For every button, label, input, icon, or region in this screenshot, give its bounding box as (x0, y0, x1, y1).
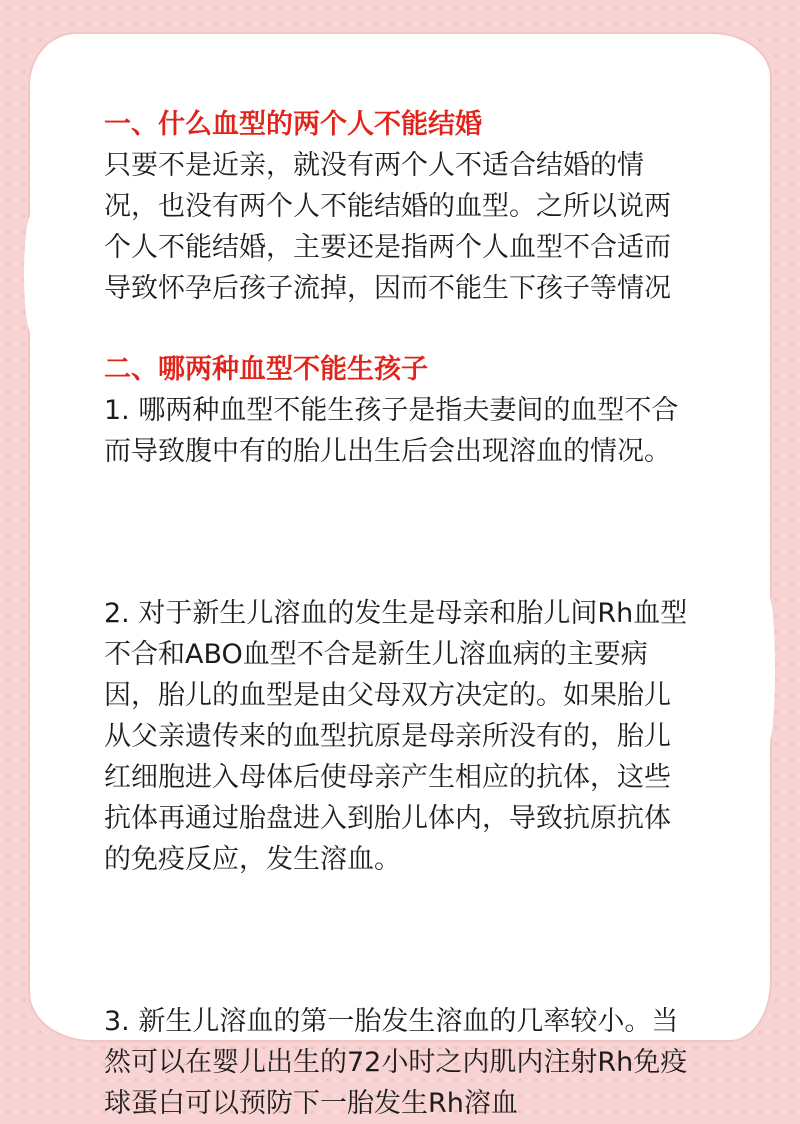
paragraph-line: 不合和ABO血型不合是新生儿溶血病的主要病 (104, 639, 648, 670)
section-1-paragraph (104, 145, 724, 309)
paragraph-line: 个人不能结婚，主要还是指两个人血型不合适而 (104, 232, 671, 263)
spacer (104, 880, 724, 961)
paragraph-line: 球蛋白可以预防下一胎发生Rh溶血 (104, 1088, 518, 1119)
point-2-paragraph (104, 593, 724, 880)
section-1-heading: 一、什么血型的两个人不能结婚 (104, 109, 482, 140)
paragraph-line: 只要不是近亲，就没有两个人不适合结婚的情 (104, 150, 644, 181)
paragraph-line: 况，也没有两个人不能结婚的血型。之所以说两 (104, 191, 671, 222)
paragraph-line: 而导致腹中有的胎儿出生后会出现溶血的情况。 (104, 436, 671, 467)
section-2-heading: 二、哪两种血型不能生孩子 (104, 354, 428, 385)
paragraph-line: 抗体再通过胎盘进入到胎儿体内，导致抗原抗体 (104, 803, 671, 834)
paragraph-line: 因，胎儿的血型是由父母双方决定的。如果胎儿 (104, 680, 671, 711)
point-1-paragraph (104, 390, 724, 472)
spacer (104, 553, 724, 593)
spacer (104, 309, 724, 349)
paragraph-line: 2. 对于新生儿溶血的发生是母亲和胎儿间Rh血型 (104, 598, 688, 629)
paragraph-line: 的免疫反应，发生溶血。 (104, 844, 401, 875)
paragraph-line: 导致怀孕后孩子流掉，因而不能生下孩子等情况 (104, 273, 671, 304)
paragraph-line: 从父亲遗传来的血型抗原是母亲所没有的，胎儿 (104, 721, 671, 752)
point-3-paragraph (104, 1001, 724, 1124)
paragraph-line: 红细胞进入母体后使母亲产生相应的抗体，这些 (104, 762, 671, 793)
spacer (104, 472, 724, 553)
paragraph-line: 3. 新生儿溶血的第一胎发生溶血的几率较小。当 (104, 1006, 679, 1037)
paragraph-line: 1. 哪两种血型不能生孩子是指夫妻间的血型不合 (104, 395, 679, 426)
article-body (104, 104, 724, 1124)
paragraph-line: 然可以在婴儿出生的72小时之内肌内注射Rh免疫 (104, 1047, 688, 1078)
spacer (104, 961, 724, 1001)
